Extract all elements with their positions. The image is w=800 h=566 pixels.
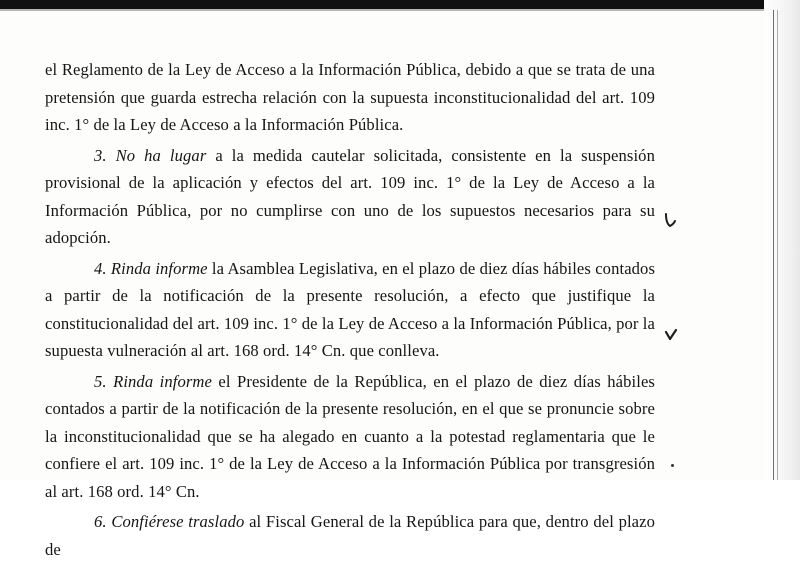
paragraph-number: 5. <box>94 371 107 391</box>
page-edge-line <box>773 10 774 480</box>
scan-top-border <box>0 0 800 9</box>
paragraph-2-continuation <box>45 56 655 139</box>
paragraph-text: la Asamblea Legislativa, en el plazo de diez días hábiles contados a partir de la notificación de la presente resolución, a efecto que justifique la constitucionalidad del art. 109 inc. 1° de la Ley de Acceso a la Información Pública, por la supuesta vulneración al art. 168 ord. 14° Cn. que conlleva. <box>45 258 656 360</box>
paragraph-4 <box>45 255 655 365</box>
paragraph-5 <box>45 368 655 506</box>
paragraph-text: a la medida cautelar solicitada, consistente en la suspensión provisional de la aplicación y efectos del art. 109 inc. 1° de la Ley de Acceso a la Información Pública, por no cumplirse con uno de los supuestos necesarios para su adopción. <box>45 145 655 247</box>
paragraph-text: el Reglamento de la Ley de Acceso a la Información Pública, debido a que se trata de una pretensión que guarda estrecha relación con la supuesta inconstitucionalidad del art. 109 inc. 1° de la Ley de Acceso a la Información Pública. <box>45 60 655 134</box>
paragraph-number: 3. <box>94 145 107 165</box>
paragraph-heading: Rinda informe <box>110 258 208 278</box>
paragraph-number: 4. <box>94 258 107 278</box>
paragraph-heading: No ha lugar <box>115 145 207 165</box>
paragraph-number: 6. <box>94 512 107 531</box>
paragraph-heading: Rinda informe <box>113 371 212 391</box>
paragraph-6 <box>45 508 655 563</box>
paragraph-text: el Presidente de la República, en el plazo de diez días hábiles contados a partir de la notificación de la presente resolución, en el que se pronuncie sobre la inconstitucionalidad que se ha alegado en cuanto a la potestad reglamentaria que le confiere el art. 109 inc. 1° de la Ley de Acceso a la Información Pública por transgresión al art. 168 ord. 14° Cn. <box>45 371 655 501</box>
handwritten-tick-mark-icon <box>664 212 676 228</box>
paragraph-heading: Confiérese traslado <box>111 512 245 531</box>
scan-top-shadow <box>0 9 800 11</box>
document-body <box>45 56 655 566</box>
ink-dot <box>671 464 674 467</box>
paragraph-3 <box>45 142 655 252</box>
handwritten-tick-mark-icon-2 <box>665 328 677 342</box>
paragraph-text: al Fiscal General de la República para que, dentro del plazo de <box>45 512 656 559</box>
page-right-edge <box>764 0 800 480</box>
page-edge-line-faint <box>777 10 778 480</box>
